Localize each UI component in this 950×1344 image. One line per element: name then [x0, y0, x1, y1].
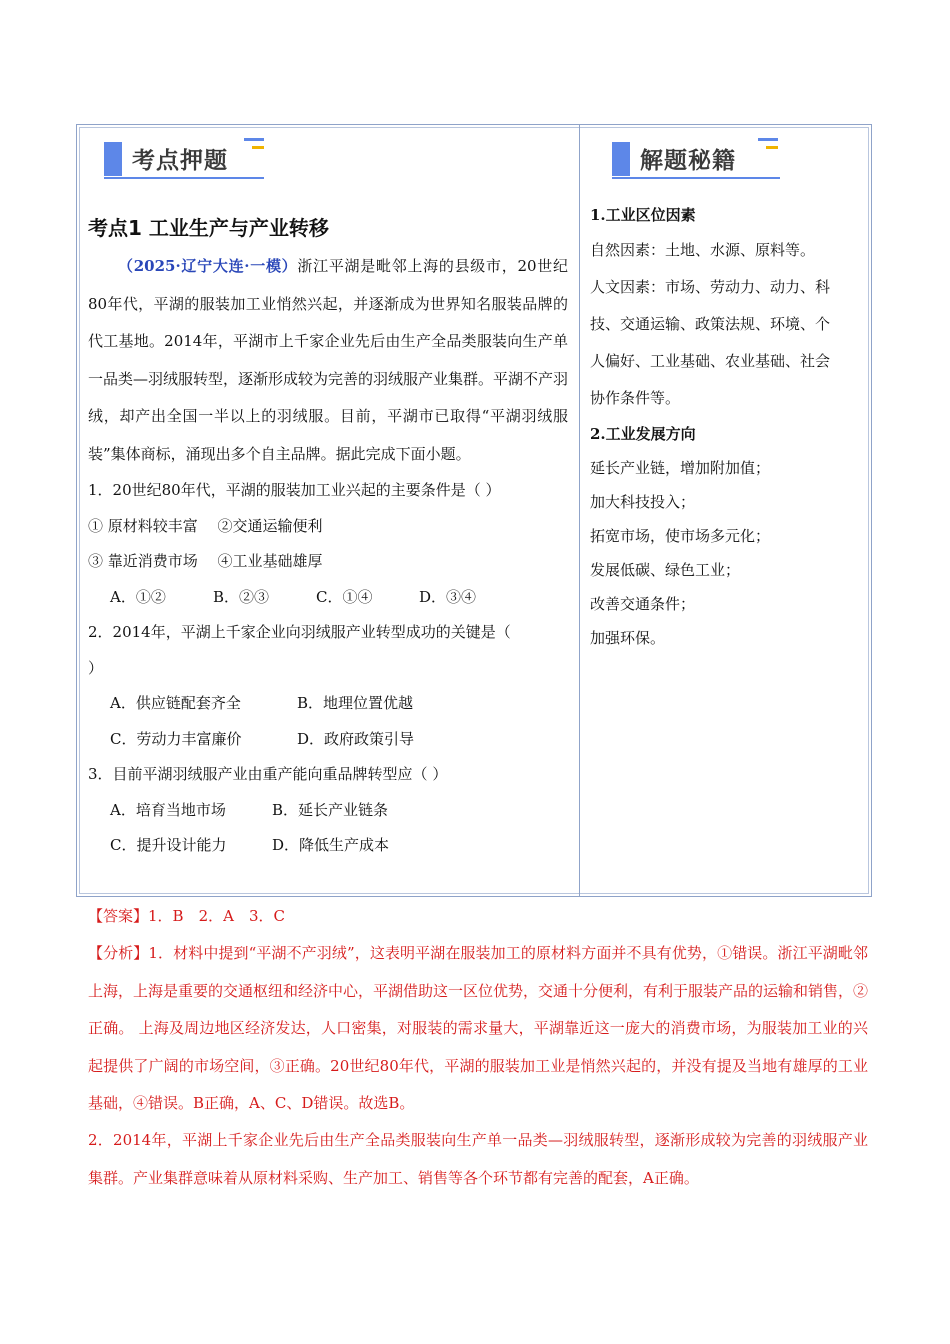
column-divider [579, 124, 580, 897]
material-text: 浙江平湖是毗邻上海的县级市，20世纪80年代，平湖的服装加工业悄然兴起，并逐渐成为世界知名服装品牌的代工基地。2014年，平湖市上千家企业先后由生产全品类服装向生产单一品类—羽绒服转型，逐渐形成较为完善的羽绒服产业集群。平湖不产羽绒，却产出全国一半以上的羽绒服。目前，平湖市已取得“平湖羽绒服装”集体商标，涌现出多个自主品牌。据此完成下面小题。 [88, 257, 569, 463]
q2-stem: 2．2014年，平湖上千家企业向羽绒服产业转型成功的关键是（ [88, 623, 511, 641]
right-banner [612, 128, 782, 180]
banner-underline [104, 177, 264, 179]
tips-direction: 拓宽市场，使市场多元化； [590, 527, 771, 545]
banner-underline [612, 177, 780, 179]
q2-options-row2 [88, 722, 568, 758]
tips-direction: 延长产业链，增加附加值； [590, 459, 771, 477]
q3-option-c[interactable]: C．提升设计能力 [110, 836, 227, 854]
left-banner-title: 考点押题 [132, 148, 228, 174]
q2-stem-end: ） [88, 658, 104, 677]
tips-human-2: 技、交通运输、政策法规、环境、个 [590, 315, 831, 333]
left-banner [104, 128, 266, 180]
q2-option-b[interactable]: B．地理位置优越 [297, 694, 414, 712]
q2-option-a[interactable]: A．供应链配套齐全 [110, 694, 241, 712]
right-banner-title: 解题秘籍 [640, 148, 736, 174]
tips-heading-2: 2.工业发展方向 [590, 425, 696, 443]
q3-options-row2 [88, 828, 568, 864]
q3-option-b[interactable]: B．延长产业链条 [272, 800, 389, 819]
source-tag: （2025·辽宁大连·一模） [118, 257, 298, 275]
tips-human-4: 协作条件等。 [590, 389, 681, 407]
material-paragraph [88, 248, 568, 473]
question-section [88, 208, 568, 864]
tips-direction: 改善交通条件； [590, 595, 696, 613]
q3-option-d[interactable]: D．降低生产成本 [272, 836, 390, 854]
tips-human-1: 人文因素：市场、劳动力、动力、科 [590, 278, 831, 296]
tips-human-3: 人偏好、工业基础、农业基础、社会 [590, 352, 831, 370]
q1-option-b[interactable]: B．②③ [213, 587, 270, 606]
banner-accent-yellow [252, 146, 264, 149]
q1-option-d[interactable]: D．③④ [419, 587, 477, 606]
answer-section [88, 898, 868, 1197]
q3-options-row1 [88, 793, 568, 829]
tips-direction: 发展低碳、绿色工业； [590, 561, 741, 579]
q1-conditions-row1: ① 原材料较丰富 ②交通运输便利 [88, 516, 323, 535]
analysis-1: 【分析】1．材料中提到“平湖不产羽绒”，这表明平湖在服装加工的原材料方面并不具有优势，①错误。浙江平湖毗邻上海，上海是重要的交通枢纽和经济中心，平湖借助这一区位优势，交通十分便利，有利于服装产品的运输和销售，②正确。 上海及周边地区经济发达，人口密集，对服装的需求量大，平湖靠近这一庞大的消费市场，为服装加工业的兴起提供了广阔的市场空间，③正确。20世纪80年代，平湖的服装加工业是悄然兴起的，并没有提及当地有雄厚的工业基础，④错误。B正确，A、C、D错误。故选B。 [88, 944, 869, 1113]
q3-option-a[interactable]: A．培育当地市场 [110, 800, 226, 819]
q1-option-a[interactable]: A．①② [110, 587, 166, 606]
banner-accent-yellow [766, 146, 778, 149]
tips-heading-1: 1.工业区位因素 [590, 206, 696, 224]
banner-accent-blue [244, 138, 264, 141]
tips-direction: 加强环保。 [590, 629, 666, 647]
banner-accent-blue [758, 138, 778, 141]
kaodian-title: 考点1 工业生产与产业转移 [88, 216, 329, 240]
q3-stem: 3．目前平湖羽绒服产业由重产能向重品牌转型应（ ） [88, 765, 448, 783]
banner-bar [104, 142, 122, 176]
q1-options [88, 580, 568, 616]
analysis-2: 2．2014年，平湖上千家企业先后由生产全品类服装向生产单一品类—羽绒服转型，逐渐形成较为完善的羽绒服产业集群。产业集群意味着从原材料采购、生产加工、销售等各个环节都有完善的配套，A正确。 [88, 1131, 868, 1187]
q2-options-row1 [88, 686, 568, 722]
answer-line: 【答案】1．B 2．A 3．C [88, 907, 285, 925]
tips-direction: 加大科技投入； [590, 493, 696, 511]
tips-natural: 自然因素：土地、水源、原料等。 [590, 241, 816, 259]
tips-section [590, 198, 868, 655]
q2-option-d[interactable]: D．政府政策引导 [297, 729, 415, 748]
q2-option-c[interactable]: C．劳动力丰富廉价 [110, 729, 242, 748]
q1-stem: 1．20世纪80年代，平湖的服装加工业兴起的主要条件是（ ） [88, 481, 501, 499]
q1-conditions-row2: ③ 靠近消费市场 ④工业基础雄厚 [88, 552, 323, 570]
banner-bar [612, 142, 630, 176]
q1-option-c[interactable]: C．①④ [316, 587, 373, 606]
